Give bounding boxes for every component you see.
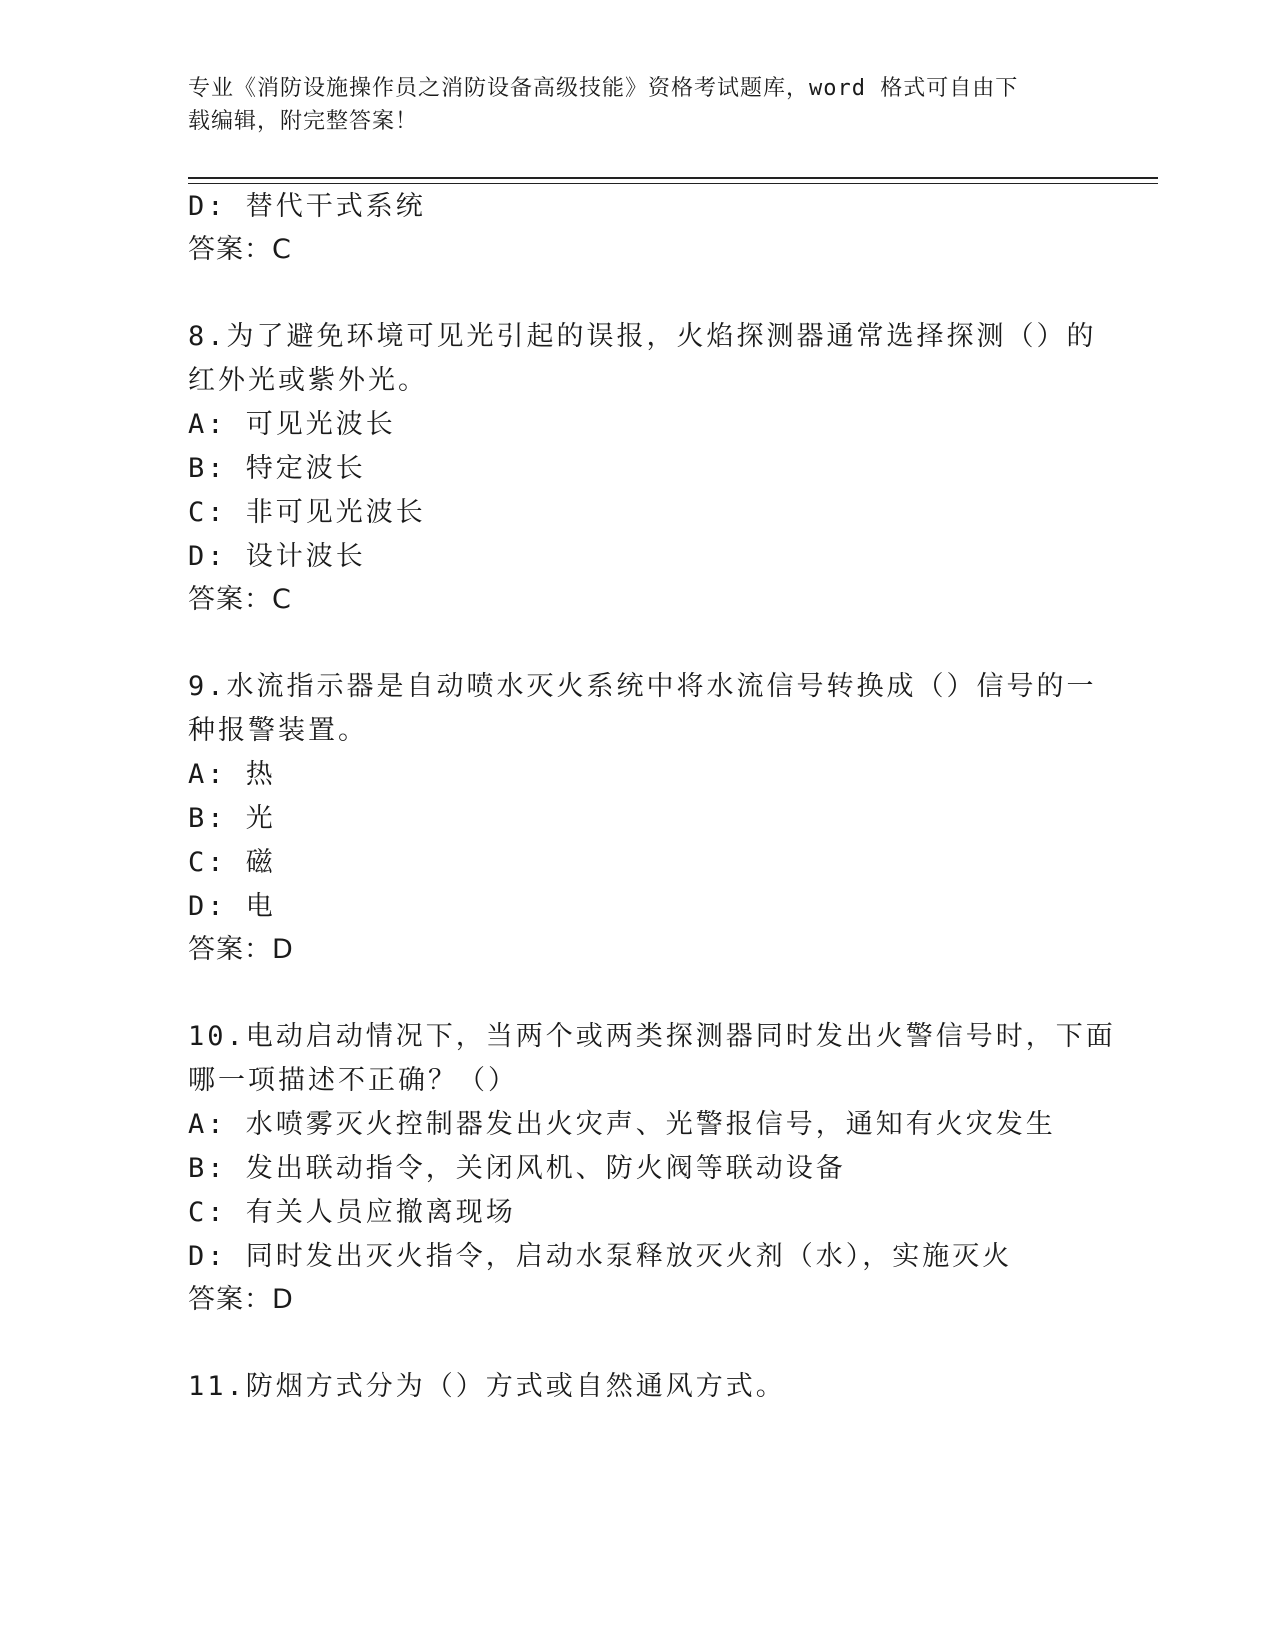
q8-option-c: C: 非可见光波长 [188,497,426,528]
q9-answer: 答案：D [188,934,294,965]
q9-question-line-2: 种报警装置。 [188,715,368,746]
q10-question-line-1: 10.电动启动情况下，当两个或两类探测器同时发出火警信号时，下面 [188,1021,1116,1052]
q8-answer: 答案：C [188,584,292,615]
header-line-2: 载编辑，附完整答案！ [188,109,419,134]
q11-question-line-1: 11.防烟方式分为（）方式或自然通风方式。 [188,1371,786,1402]
q9-option-b: B: 光 [188,803,276,834]
header-divider-thick [188,177,1158,179]
header-divider-thin [188,183,1158,184]
q8-option-b: B: 特定波长 [188,453,366,484]
q10-option-b: B: 发出联动指令，关闭风机、防火阀等联动设备 [188,1153,846,1184]
q7-answer: 答案：C [188,234,292,265]
q10-question-line-2: 哪一项描述不正确？（） [188,1065,518,1096]
q8-option-d: D: 设计波长 [188,541,366,572]
q8-question-line-1: 8.为了避免环境可见光引起的误报，火焰探测器通常选择探测（）的 [188,321,1097,352]
q10-answer: 答案：D [188,1284,294,1315]
header-line-1: 专业《消防设施操作员之消防设备高级技能》资格考试题库，word 格式可自由下 [188,76,1019,101]
q10-option-a: A: 水喷雾灭火控制器发出火灾声、光警报信号，通知有火灾发生 [188,1109,1056,1140]
q10-option-c: C: 有关人员应撤离现场 [188,1197,516,1228]
q8-option-a: A: 可见光波长 [188,409,396,440]
q8-question-line-2: 红外光或紫外光。 [188,365,428,396]
q10-option-d: D: 同时发出灭火指令，启动水泵释放灭火剂（水），实施灭火 [188,1241,1013,1272]
q7-option-d: D: 替代干式系统 [188,191,426,222]
q9-question-line-1: 9.水流指示器是自动喷水灭火系统中将水流信号转换成（）信号的一 [188,671,1097,702]
q9-option-a: A: 热 [188,759,276,790]
q9-option-c: C: 磁 [188,847,276,878]
q9-option-d: D: 电 [188,891,276,922]
document-header [188,72,1088,138]
